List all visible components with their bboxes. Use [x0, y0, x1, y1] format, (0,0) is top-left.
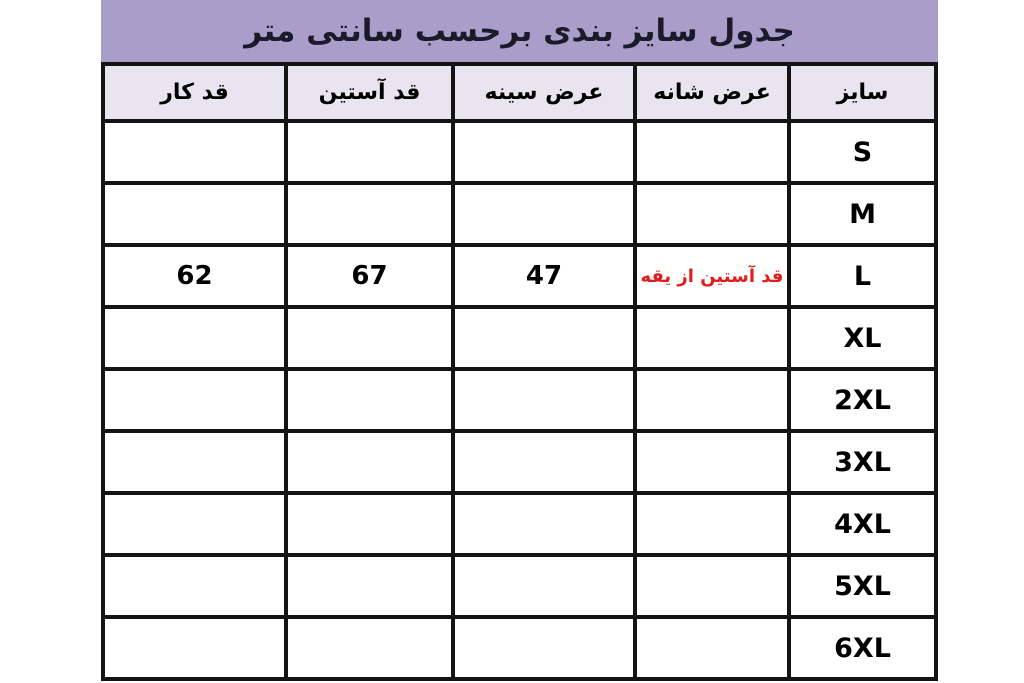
- value-cell: [286, 617, 453, 679]
- chart-title-bar: [101, 0, 938, 62]
- value-cell: [103, 121, 286, 183]
- col-header-shoulder-width: عرض شانه: [635, 64, 789, 121]
- value-cell: [453, 555, 635, 617]
- size-label-cell: 5XL: [789, 555, 936, 617]
- value-cell: [635, 369, 789, 431]
- value-cell: [286, 183, 453, 245]
- value-cell: [103, 493, 286, 555]
- value-cell: [635, 555, 789, 617]
- size-label-cell: 4XL: [789, 493, 936, 555]
- value-cell: [635, 493, 789, 555]
- size-label-cell: XL: [789, 307, 936, 369]
- value-cell: [286, 493, 453, 555]
- table-row-3xl: [103, 431, 936, 493]
- size-label-cell: M: [789, 183, 936, 245]
- value-cell: [286, 431, 453, 493]
- value-cell: [286, 555, 453, 617]
- value-cell: [103, 555, 286, 617]
- table-row-5xl: [103, 555, 936, 617]
- sleeve-length-value: 67: [286, 245, 453, 307]
- value-cell: [453, 431, 635, 493]
- col-header-size: سایز: [789, 64, 936, 121]
- col-header-chest-width: عرض سینه: [453, 64, 635, 121]
- size-table: [101, 62, 938, 681]
- value-cell: [103, 307, 286, 369]
- value-cell: [453, 493, 635, 555]
- table-row-m: [103, 183, 936, 245]
- value-cell: [286, 369, 453, 431]
- value-cell: [453, 307, 635, 369]
- table-row-4xl: [103, 493, 936, 555]
- value-cell: [103, 369, 286, 431]
- garment-length-value: 62: [103, 245, 286, 307]
- sleeve-from-collar-note: قد آستین از یقه: [635, 245, 789, 307]
- value-cell: [635, 307, 789, 369]
- value-cell: [286, 307, 453, 369]
- value-cell: [635, 183, 789, 245]
- table-row-xl: [103, 307, 936, 369]
- value-cell: [635, 617, 789, 679]
- table-row-s: [103, 121, 936, 183]
- col-header-sleeve-length: قد آستین: [286, 64, 453, 121]
- value-cell: [103, 617, 286, 679]
- size-label-cell: 2XL: [789, 369, 936, 431]
- table-row-6xl: [103, 617, 936, 679]
- size-label-cell: L: [789, 245, 936, 307]
- value-cell: [453, 369, 635, 431]
- size-label-cell: 6XL: [789, 617, 936, 679]
- header-row: [103, 64, 936, 121]
- chart-title: جدول سایز بندی برحسب سانتی متر: [244, 13, 795, 49]
- table-row-l: [103, 245, 936, 307]
- table-row-2xl: [103, 369, 936, 431]
- value-cell: [453, 183, 635, 245]
- value-cell: [635, 121, 789, 183]
- value-cell: [453, 121, 635, 183]
- value-cell: [453, 617, 635, 679]
- value-cell: [286, 121, 453, 183]
- size-label-cell: S: [789, 121, 936, 183]
- chest-width-value: 47: [453, 245, 635, 307]
- col-header-garment-length: قد کار: [103, 64, 286, 121]
- value-cell: [635, 431, 789, 493]
- size-label-cell: 3XL: [789, 431, 936, 493]
- size-chart-panel: [101, 0, 938, 681]
- value-cell: [103, 431, 286, 493]
- value-cell: [103, 183, 286, 245]
